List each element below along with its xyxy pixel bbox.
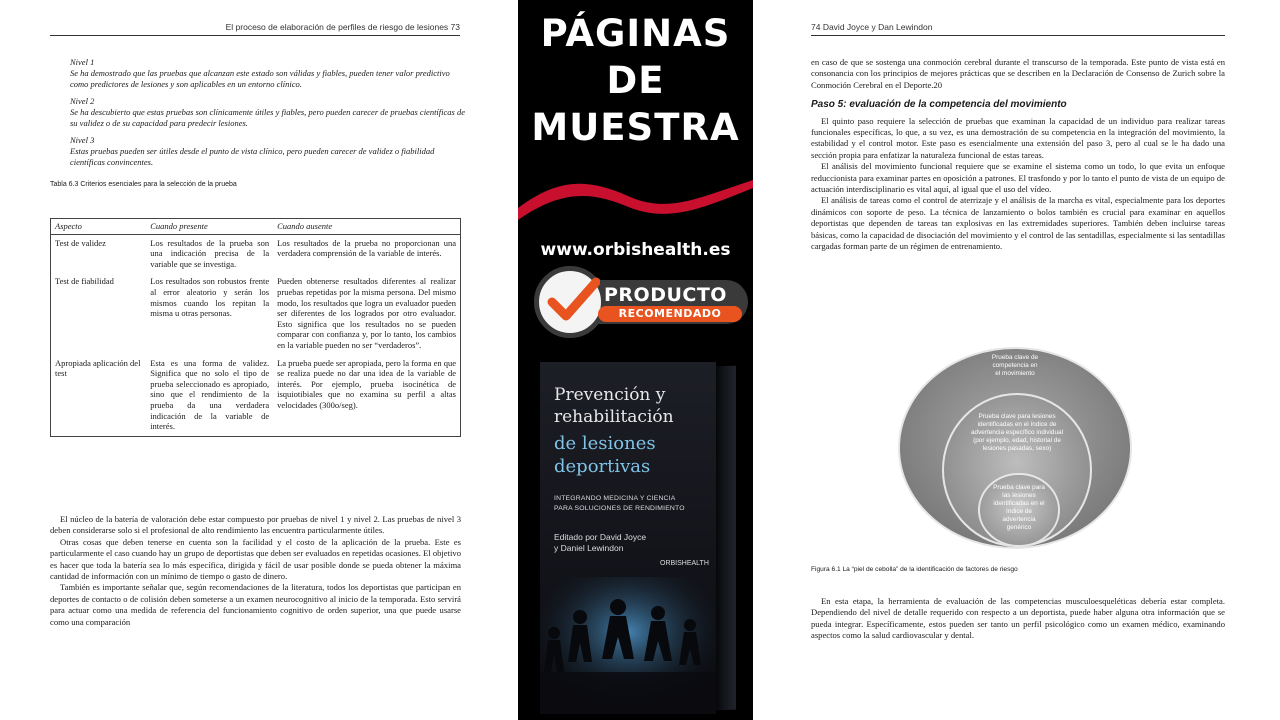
column-header: Aspecto	[51, 219, 147, 235]
header-rule	[811, 35, 1225, 36]
promo-banner	[518, 0, 753, 720]
publisher-logo: ORBISHEALTH	[660, 560, 709, 567]
paragraph: Otras cosas que deben tenerse en cuenta son la facilidad y el costo de la aplicación de la prueba. Este es particularmente el caso cuando hay un grupo de deportistas que deben ser evaluados en repetidas ocasiones. El objetivo es hacer que toda la batería sea lo más específica, dirigida y fácil de usar posible donde se pueda obtener la máxima cantidad de información con un mínimo de tiempo o gasto de dinero.	[50, 536, 461, 582]
book-editors-line: Editado por David Joyce	[554, 532, 647, 542]
book-tagline-line: INTEGRANDO MEDICINA Y CIENCIA	[554, 495, 676, 502]
inner-label: genérico	[1006, 524, 1032, 531]
red-swoosh-icon	[518, 168, 753, 228]
middle-label: identificadas en el índice de	[977, 421, 1057, 428]
table-cell: Esta es una forma de validez. Significa que no solo el tipo de prueba seleccionado es apropiado, sino que el rendimiento de la prueba da una verdadera indicación de la variable de interés.	[150, 357, 270, 432]
outer-label: el movimiento	[995, 370, 1035, 377]
evidence-levels	[70, 57, 470, 174]
left-book-page	[0, 0, 518, 720]
banner-title-line: MUESTRA	[531, 106, 740, 149]
paragraph: en caso de que se sostenga una conmoción cerebral durante el transcurso de la temporada. Este punto de vista está en consonancia con los principios de mejores prácticas que se describen en la Declaración de Consenso de Zurich sobre la Conmoción Cerebral en el Deporte.20	[811, 57, 1225, 90]
inner-label: índice de	[1006, 508, 1032, 515]
paragraph: También es importante señalar que, según recomendaciones de la literatura, todos los deportistas que participan en deportes de contacto o de colisión deben someterse a un examen neurocognitivo al inicio de la temporada. Esto servirá para actuar como una medida de referencia del funcionamiento cognitivo de orden superior, una que puede usarse como una comparación	[50, 582, 461, 627]
table-cell: Los resultados son robustos frente al error aleatorio y serán los mismos cuando los repitan la misma u otras personas.	[150, 276, 270, 319]
right-book-page	[753, 0, 1280, 720]
level-text: Se ha descubierto que estas pruebas son clínicamente útiles y fiables, pero pueden carecer de pruebas científicas de su validez o de su capacidad para predecir lesiones.	[70, 107, 465, 128]
level-item	[70, 135, 470, 168]
running-head: 74 David Joyce y Dan Lewindon	[811, 22, 933, 32]
book-cover	[540, 362, 716, 714]
level-text: Se ha demostrado que las pruebas que alcanzan este estado son válidas y fiables, pueden tener valor predictivo como predictores de lesiones y son aplicables en un entorno clínico.	[70, 68, 450, 89]
athletes-illustration-icon	[540, 577, 716, 714]
table-cell: Test de fiabilidad	[55, 276, 114, 287]
table-row	[51, 273, 461, 354]
paragraph: El análisis del movimiento funcional requiere que se examine el sistema como un todo, lo que evita un enfoque reduccionista para examinar partes en oposición a patrones. El trasfondo y por lo tanto el punto de vista de un equipo de actuación interdisciplinario es vital aquí, al igual que el uso del vídeo.	[811, 161, 1225, 195]
badge-text-bottom: RECOMENDADO	[598, 306, 742, 322]
middle-label: Prueba clave para lesiones	[978, 413, 1056, 420]
header-rule	[50, 35, 460, 36]
book-editors	[554, 532, 714, 554]
book-subtitle	[554, 432, 714, 478]
book-subtitle-line: deportivas	[554, 456, 651, 477]
table-row	[51, 355, 461, 437]
level-item	[70, 57, 470, 90]
right-body-text	[811, 57, 1225, 253]
paragraph: En esta etapa, la herramienta de evaluación de las competencias musculoesqueléticas debería estar completa. Dependiendo del nivel de detalle requerido con respecto a un deportista, puede haber alguna otra información que se pueda integrar. Específicamente, estos pueden ser tanto un perfil psicológico como un examen médico, examinando aspectos como la salud cardiovascular y dental.	[811, 596, 1225, 641]
recommended-badge	[534, 266, 748, 338]
table-cell: La prueba puede ser apropiada, pero la forma en que se realiza puede no dar una idea de la variable de interés. Por ejemplo, prueba isocinética de isquiotibiales que no examina su perfil a altas velocidades (300o/seg).	[277, 357, 456, 410]
table-header-row	[51, 219, 461, 235]
column-header: Cuando ausente	[273, 219, 460, 235]
banner-title-line: PÁGINAS	[540, 12, 731, 55]
table-cell: Test de validez	[55, 237, 106, 248]
table-cell: Apropiada aplicación del test	[55, 357, 141, 379]
level-title: Nivel 1	[70, 57, 95, 67]
middle-label: advertencia específico individual	[970, 429, 1064, 436]
table-caption: Tabla 6.3 Criterios esenciales para la selección de la prueba	[50, 181, 237, 188]
book-title-line: rehabilitación	[554, 407, 674, 427]
badge-text-top: PRODUCTO	[604, 284, 727, 306]
book-title-line: Prevención y	[554, 385, 666, 405]
level-title: Nivel 2	[70, 96, 95, 106]
onion-skin-diagram	[895, 340, 1135, 550]
banner-title-line: DE	[606, 59, 665, 102]
middle-label: (por ejemplo, edad, historial de	[973, 437, 1061, 444]
left-body-text	[50, 514, 461, 628]
book-title	[554, 384, 714, 428]
level-title: Nivel 3	[70, 135, 95, 145]
inner-label: identificadas en el	[993, 500, 1045, 507]
outer-label: competencia en	[992, 362, 1038, 369]
table-cell: Pueden obtenerse resultados diferentes al realizar pruebas repetidas por la misma persona. Del mismo modo, los resultados que logra un evaluador pueden ser diferentes de los logrados por otro evaluador. Esto significa que los resultados no se pueden comparar con confianza y, por lo tanto, los cambios en la variable pueden no ser “verdaderos”.	[277, 276, 456, 350]
table-cell: Los resultados de la prueba son una indicación precisa de la variable que se investiga.	[150, 237, 270, 269]
checkmark-icon	[546, 276, 600, 328]
table-cell: Los resultados de la prueba no proporcionan una verdadera comprensión de la variable de interés.	[277, 237, 456, 259]
level-text: Estas pruebas pueden ser útiles desde el punto de vista clínico, pero pueden carecer de validez o fiabilidad científicas convincentes.	[70, 146, 435, 167]
paragraph: El núcleo de la batería de valoración debe estar compuesto por pruebas de nivel 1 y nivel 2. Las pruebas de nivel 3 deben considerarse solo si el profesional de alto rendimiento las encuentra particularmente útiles.	[50, 514, 461, 536]
criteria-table	[50, 218, 461, 437]
running-head: El proceso de elaboración de perfiles de riesgo de lesiones 73	[225, 22, 460, 32]
book-tagline-line: PARA SOLUCIONES DE RENDIMIENTO	[554, 505, 685, 512]
book-cover-image	[540, 362, 740, 714]
website-link[interactable]: www.orbishealth.es	[540, 240, 731, 260]
book-editors-line: y Daniel Lewindon	[554, 543, 624, 553]
level-item	[70, 96, 470, 129]
middle-label: lesiones pasadas, sexo)	[982, 445, 1052, 452]
table-row	[51, 234, 461, 273]
paragraph: El análisis de tareas como el control de aterrizaje y el análisis de la marcha es vital, especialmente para los deportes dinámicos con soporte de peso. La técnica de lanzamiento o bolos también es crucial para examinar en aquellos deportistas que dependen de tareas tan explosivas en las extremidades superiores. También deben incluirse tareas básicas, como la capacidad de disociación del movimiento y el control de las sentadillas, especialmente si las sentadillas cargadas forman parte de un régimen de entrenamiento.	[811, 195, 1225, 252]
book-tagline	[554, 494, 714, 514]
figure-caption: Figura 6.1 La “piel de cebolla” de la identificación de factores de riesgo	[811, 566, 1018, 573]
inner-label: advertencia	[1002, 516, 1036, 523]
book-subtitle-line: de lesiones	[554, 433, 656, 454]
inner-label: las lesiones	[1002, 492, 1036, 499]
inner-label: Prueba clave para	[993, 484, 1045, 491]
outer-label: Prueba clave de	[991, 354, 1039, 361]
paragraph: El quinto paso requiere la selección de pruebas que examinan la capacidad de un individuo para realizar tareas funcionales específicas, lo que, a su vez, es una demostración de su competencia en la integración del movimiento, la estabilidad y el control motor. Este paso es esencialmente una extensión del paso 3, pero al cual se le ha dado una sección propia para enfatizar la naturaleza funcional de estas tareas.	[811, 115, 1225, 160]
right-body-text-bottom	[811, 596, 1225, 642]
book-spine	[714, 366, 736, 711]
section-heading: Paso 5: evaluación de la competencia del movimiento	[811, 99, 1067, 111]
column-header: Cuando presente	[146, 219, 273, 235]
